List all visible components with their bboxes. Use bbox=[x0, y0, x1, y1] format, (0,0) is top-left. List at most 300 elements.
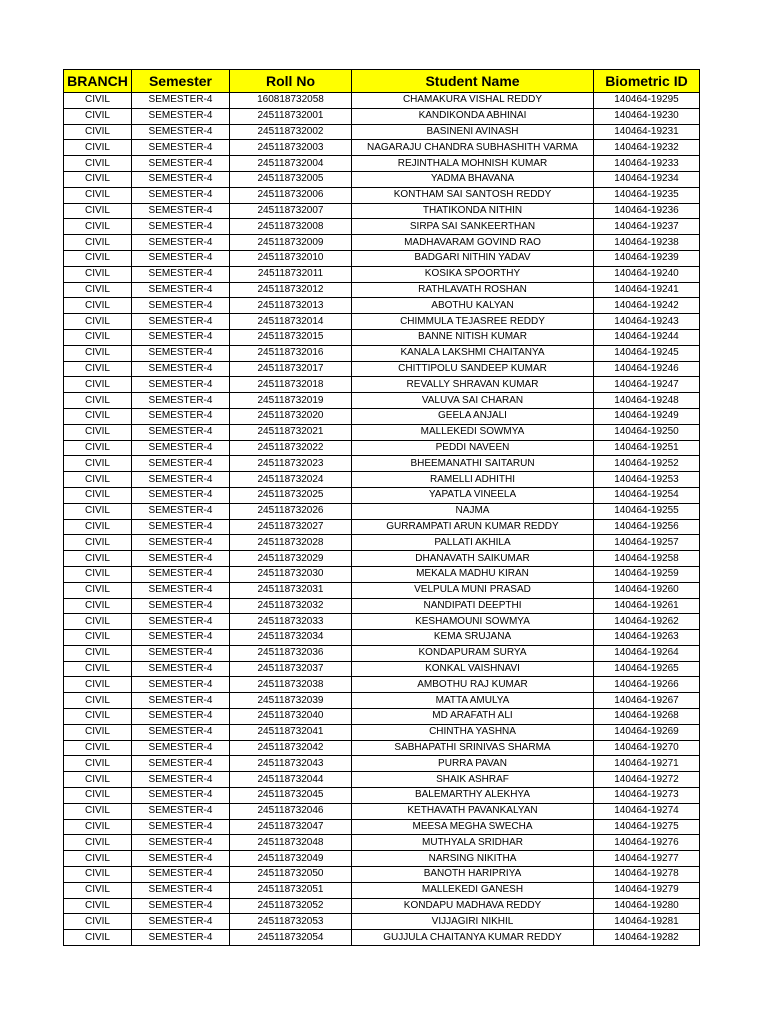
table-row bbox=[64, 472, 700, 488]
cell-roll-no: 245118732009 bbox=[230, 235, 352, 251]
cell-biometric-id: 140464-19234 bbox=[594, 171, 700, 187]
cell-branch: CIVIL bbox=[64, 472, 132, 488]
cell-semester: SEMESTER-4 bbox=[132, 819, 230, 835]
cell-student-name: KETHAVATH PAVANKALYAN bbox=[352, 803, 594, 819]
table-row bbox=[64, 219, 700, 235]
cell-biometric-id: 140464-19242 bbox=[594, 298, 700, 314]
cell-roll-no: 245118732050 bbox=[230, 867, 352, 883]
cell-roll-no: 245118732029 bbox=[230, 551, 352, 567]
table-row bbox=[64, 914, 700, 930]
cell-student-name: MATTA AMULYA bbox=[352, 693, 594, 709]
cell-biometric-id: 140464-19273 bbox=[594, 788, 700, 804]
cell-biometric-id: 140464-19279 bbox=[594, 882, 700, 898]
cell-branch: CIVIL bbox=[64, 772, 132, 788]
cell-student-name: KANALA LAKSHMI CHAITANYA bbox=[352, 345, 594, 361]
cell-semester: SEMESTER-4 bbox=[132, 345, 230, 361]
cell-branch: CIVIL bbox=[64, 440, 132, 456]
cell-branch: CIVIL bbox=[64, 93, 132, 109]
cell-roll-no: 245118732048 bbox=[230, 835, 352, 851]
cell-roll-no: 245118732007 bbox=[230, 203, 352, 219]
table-row bbox=[64, 709, 700, 725]
table-row bbox=[64, 171, 700, 187]
table-row bbox=[64, 803, 700, 819]
cell-roll-no: 245118732049 bbox=[230, 851, 352, 867]
cell-roll-no: 245118732036 bbox=[230, 645, 352, 661]
cell-biometric-id: 140464-19261 bbox=[594, 598, 700, 614]
cell-branch: CIVIL bbox=[64, 566, 132, 582]
cell-semester: SEMESTER-4 bbox=[132, 930, 230, 946]
cell-semester: SEMESTER-4 bbox=[132, 298, 230, 314]
cell-biometric-id: 140464-19264 bbox=[594, 645, 700, 661]
table-row bbox=[64, 124, 700, 140]
cell-student-name: NARSING NIKITHA bbox=[352, 851, 594, 867]
table-row bbox=[64, 156, 700, 172]
cell-student-name: GEELA ANJALI bbox=[352, 408, 594, 424]
cell-roll-no: 245118732002 bbox=[230, 124, 352, 140]
cell-student-name: NANDIPATI DEEPTHI bbox=[352, 598, 594, 614]
table-row bbox=[64, 819, 700, 835]
cell-student-name: KONDAPU MADHAVA REDDY bbox=[352, 898, 594, 914]
cell-student-name: REVALLY SHRAVAN KUMAR bbox=[352, 377, 594, 393]
cell-biometric-id: 140464-19275 bbox=[594, 819, 700, 835]
cell-student-name: THATIKONDA NITHIN bbox=[352, 203, 594, 219]
cell-branch: CIVIL bbox=[64, 645, 132, 661]
cell-roll-no: 245118732033 bbox=[230, 614, 352, 630]
cell-student-name: VIJJAGIRI NIKHIL bbox=[352, 914, 594, 930]
cell-branch: CIVIL bbox=[64, 408, 132, 424]
table-row bbox=[64, 266, 700, 282]
table-row bbox=[64, 724, 700, 740]
table-row bbox=[64, 440, 700, 456]
cell-semester: SEMESTER-4 bbox=[132, 740, 230, 756]
cell-biometric-id: 140464-19256 bbox=[594, 519, 700, 535]
table-row bbox=[64, 835, 700, 851]
cell-student-name: MUTHYALA SRIDHAR bbox=[352, 835, 594, 851]
cell-biometric-id: 140464-19265 bbox=[594, 661, 700, 677]
cell-roll-no: 245118732005 bbox=[230, 171, 352, 187]
cell-branch: CIVIL bbox=[64, 756, 132, 772]
cell-branch: CIVIL bbox=[64, 819, 132, 835]
cell-semester: SEMESTER-4 bbox=[132, 551, 230, 567]
cell-student-name: ABOTHU KALYAN bbox=[352, 298, 594, 314]
cell-student-name: BASINENI AVINASH bbox=[352, 124, 594, 140]
table-row bbox=[64, 187, 700, 203]
cell-branch: CIVIL bbox=[64, 709, 132, 725]
cell-biometric-id: 140464-19257 bbox=[594, 535, 700, 551]
table-row bbox=[64, 503, 700, 519]
cell-biometric-id: 140464-19295 bbox=[594, 93, 700, 109]
cell-biometric-id: 140464-19262 bbox=[594, 614, 700, 630]
cell-semester: SEMESTER-4 bbox=[132, 535, 230, 551]
student-table bbox=[63, 69, 700, 946]
cell-biometric-id: 140464-19258 bbox=[594, 551, 700, 567]
cell-biometric-id: 140464-19233 bbox=[594, 156, 700, 172]
cell-roll-no: 245118732012 bbox=[230, 282, 352, 298]
table-row bbox=[64, 740, 700, 756]
cell-roll-no: 245118732022 bbox=[230, 440, 352, 456]
cell-branch: CIVIL bbox=[64, 361, 132, 377]
cell-student-name: KONDAPURAM SURYA bbox=[352, 645, 594, 661]
table-header bbox=[64, 70, 700, 93]
cell-semester: SEMESTER-4 bbox=[132, 788, 230, 804]
cell-semester: SEMESTER-4 bbox=[132, 693, 230, 709]
table-row bbox=[64, 756, 700, 772]
cell-roll-no: 245118732023 bbox=[230, 456, 352, 472]
cell-semester: SEMESTER-4 bbox=[132, 582, 230, 598]
cell-student-name: BADGARI NITHIN YADAV bbox=[352, 250, 594, 266]
cell-student-name: KESHAMOUNI SOWMYA bbox=[352, 614, 594, 630]
cell-roll-no: 245118732013 bbox=[230, 298, 352, 314]
cell-biometric-id: 140464-19254 bbox=[594, 487, 700, 503]
cell-roll-no: 245118732044 bbox=[230, 772, 352, 788]
cell-branch: CIVIL bbox=[64, 108, 132, 124]
cell-branch: CIVIL bbox=[64, 345, 132, 361]
cell-biometric-id: 140464-19281 bbox=[594, 914, 700, 930]
table-row bbox=[64, 298, 700, 314]
cell-branch: CIVIL bbox=[64, 377, 132, 393]
cell-branch: CIVIL bbox=[64, 314, 132, 330]
table-row bbox=[64, 582, 700, 598]
cell-student-name: REJINTHALA MOHNISH KUMAR bbox=[352, 156, 594, 172]
cell-branch: CIVIL bbox=[64, 551, 132, 567]
cell-branch: CIVIL bbox=[64, 124, 132, 140]
cell-branch: CIVIL bbox=[64, 882, 132, 898]
cell-semester: SEMESTER-4 bbox=[132, 614, 230, 630]
cell-branch: CIVIL bbox=[64, 693, 132, 709]
cell-biometric-id: 140464-19244 bbox=[594, 329, 700, 345]
cell-biometric-id: 140464-19270 bbox=[594, 740, 700, 756]
cell-roll-no: 245118732008 bbox=[230, 219, 352, 235]
cell-roll-no: 245118732051 bbox=[230, 882, 352, 898]
cell-biometric-id: 140464-19247 bbox=[594, 377, 700, 393]
cell-semester: SEMESTER-4 bbox=[132, 329, 230, 345]
cell-biometric-id: 140464-19267 bbox=[594, 693, 700, 709]
cell-semester: SEMESTER-4 bbox=[132, 472, 230, 488]
cell-branch: CIVIL bbox=[64, 487, 132, 503]
cell-biometric-id: 140464-19252 bbox=[594, 456, 700, 472]
cell-student-name: PEDDI NAVEEN bbox=[352, 440, 594, 456]
table-row bbox=[64, 598, 700, 614]
table-row bbox=[64, 235, 700, 251]
cell-roll-no: 245118732047 bbox=[230, 819, 352, 835]
cell-biometric-id: 140464-19241 bbox=[594, 282, 700, 298]
cell-student-name: SIRPA SAI SANKEERTHAN bbox=[352, 219, 594, 235]
cell-student-name: BANNE NITISH KUMAR bbox=[352, 329, 594, 345]
cell-branch: CIVIL bbox=[64, 598, 132, 614]
cell-branch: CIVIL bbox=[64, 867, 132, 883]
cell-biometric-id: 140464-19232 bbox=[594, 140, 700, 156]
cell-student-name: VELPULA MUNI PRASAD bbox=[352, 582, 594, 598]
table-row bbox=[64, 361, 700, 377]
cell-semester: SEMESTER-4 bbox=[132, 314, 230, 330]
cell-biometric-id: 140464-19243 bbox=[594, 314, 700, 330]
cell-roll-no: 245118732027 bbox=[230, 519, 352, 535]
cell-branch: CIVIL bbox=[64, 898, 132, 914]
cell-branch: CIVIL bbox=[64, 424, 132, 440]
table-row bbox=[64, 519, 700, 535]
cell-student-name: KANDIKONDA ABHINAI bbox=[352, 108, 594, 124]
cell-roll-no: 245118732039 bbox=[230, 693, 352, 709]
cell-biometric-id: 140464-19249 bbox=[594, 408, 700, 424]
cell-roll-no: 245118732040 bbox=[230, 709, 352, 725]
cell-semester: SEMESTER-4 bbox=[132, 250, 230, 266]
cell-biometric-id: 140464-19230 bbox=[594, 108, 700, 124]
cell-roll-no: 245118732032 bbox=[230, 598, 352, 614]
table-row bbox=[64, 630, 700, 646]
table-row bbox=[64, 772, 700, 788]
cell-biometric-id: 140464-19272 bbox=[594, 772, 700, 788]
cell-branch: CIVIL bbox=[64, 788, 132, 804]
cell-biometric-id: 140464-19268 bbox=[594, 709, 700, 725]
cell-semester: SEMESTER-4 bbox=[132, 772, 230, 788]
cell-student-name: RAMELLI ADHITHI bbox=[352, 472, 594, 488]
cell-student-name: SABHAPATHI SRINIVAS SHARMA bbox=[352, 740, 594, 756]
cell-roll-no: 245118732019 bbox=[230, 393, 352, 409]
cell-semester: SEMESTER-4 bbox=[132, 408, 230, 424]
cell-semester: SEMESTER-4 bbox=[132, 724, 230, 740]
cell-branch: CIVIL bbox=[64, 171, 132, 187]
cell-branch: CIVIL bbox=[64, 803, 132, 819]
cell-biometric-id: 140464-19231 bbox=[594, 124, 700, 140]
cell-roll-no: 245118732003 bbox=[230, 140, 352, 156]
cell-semester: SEMESTER-4 bbox=[132, 456, 230, 472]
cell-semester: SEMESTER-4 bbox=[132, 282, 230, 298]
cell-branch: CIVIL bbox=[64, 329, 132, 345]
table-row bbox=[64, 140, 700, 156]
cell-biometric-id: 140464-19246 bbox=[594, 361, 700, 377]
cell-semester: SEMESTER-4 bbox=[132, 156, 230, 172]
cell-semester: SEMESTER-4 bbox=[132, 645, 230, 661]
cell-roll-no: 245118732016 bbox=[230, 345, 352, 361]
cell-branch: CIVIL bbox=[64, 282, 132, 298]
cell-branch: CIVIL bbox=[64, 503, 132, 519]
cell-semester: SEMESTER-4 bbox=[132, 835, 230, 851]
cell-roll-no: 245118732037 bbox=[230, 661, 352, 677]
cell-semester: SEMESTER-4 bbox=[132, 756, 230, 772]
cell-roll-no: 245118732045 bbox=[230, 788, 352, 804]
cell-biometric-id: 140464-19239 bbox=[594, 250, 700, 266]
table-row bbox=[64, 345, 700, 361]
cell-biometric-id: 140464-19263 bbox=[594, 630, 700, 646]
cell-roll-no: 245118732026 bbox=[230, 503, 352, 519]
table-row bbox=[64, 424, 700, 440]
cell-branch: CIVIL bbox=[64, 740, 132, 756]
cell-biometric-id: 140464-19277 bbox=[594, 851, 700, 867]
cell-roll-no: 245118732028 bbox=[230, 535, 352, 551]
cell-branch: CIVIL bbox=[64, 724, 132, 740]
cell-semester: SEMESTER-4 bbox=[132, 882, 230, 898]
table-row bbox=[64, 535, 700, 551]
cell-branch: CIVIL bbox=[64, 519, 132, 535]
cell-semester: SEMESTER-4 bbox=[132, 709, 230, 725]
cell-student-name: KEMA SRUJANA bbox=[352, 630, 594, 646]
cell-semester: SEMESTER-4 bbox=[132, 219, 230, 235]
cell-branch: CIVIL bbox=[64, 582, 132, 598]
table-row bbox=[64, 851, 700, 867]
cell-roll-no: 245118732017 bbox=[230, 361, 352, 377]
cell-branch: CIVIL bbox=[64, 661, 132, 677]
cell-semester: SEMESTER-4 bbox=[132, 393, 230, 409]
cell-roll-no: 245118732052 bbox=[230, 898, 352, 914]
cell-biometric-id: 140464-19250 bbox=[594, 424, 700, 440]
cell-biometric-id: 140464-19237 bbox=[594, 219, 700, 235]
cell-branch: CIVIL bbox=[64, 614, 132, 630]
cell-roll-no: 245118732025 bbox=[230, 487, 352, 503]
cell-roll-no: 245118732018 bbox=[230, 377, 352, 393]
cell-semester: SEMESTER-4 bbox=[132, 187, 230, 203]
table-row bbox=[64, 898, 700, 914]
cell-branch: CIVIL bbox=[64, 393, 132, 409]
table-row bbox=[64, 108, 700, 124]
cell-student-name: YADMA BHAVANA bbox=[352, 171, 594, 187]
cell-student-name: DHANAVATH SAIKUMAR bbox=[352, 551, 594, 567]
cell-semester: SEMESTER-4 bbox=[132, 424, 230, 440]
cell-biometric-id: 140464-19240 bbox=[594, 266, 700, 282]
cell-biometric-id: 140464-19238 bbox=[594, 235, 700, 251]
cell-semester: SEMESTER-4 bbox=[132, 851, 230, 867]
cell-student-name: SHAIK ASHRAF bbox=[352, 772, 594, 788]
cell-branch: CIVIL bbox=[64, 266, 132, 282]
cell-branch: CIVIL bbox=[64, 835, 132, 851]
cell-student-name: KONKAL VAISHNAVI bbox=[352, 661, 594, 677]
cell-semester: SEMESTER-4 bbox=[132, 677, 230, 693]
table-row bbox=[64, 377, 700, 393]
cell-semester: SEMESTER-4 bbox=[132, 867, 230, 883]
cell-branch: CIVIL bbox=[64, 298, 132, 314]
cell-roll-no: 245118732006 bbox=[230, 187, 352, 203]
cell-semester: SEMESTER-4 bbox=[132, 566, 230, 582]
cell-branch: CIVIL bbox=[64, 250, 132, 266]
student-sheet bbox=[63, 69, 700, 946]
table-row bbox=[64, 408, 700, 424]
cell-semester: SEMESTER-4 bbox=[132, 661, 230, 677]
cell-biometric-id: 140464-19251 bbox=[594, 440, 700, 456]
cell-semester: SEMESTER-4 bbox=[132, 598, 230, 614]
cell-student-name: CHITTIPOLU SANDEEP KUMAR bbox=[352, 361, 594, 377]
cell-semester: SEMESTER-4 bbox=[132, 124, 230, 140]
cell-biometric-id: 140464-19271 bbox=[594, 756, 700, 772]
cell-semester: SEMESTER-4 bbox=[132, 440, 230, 456]
cell-branch: CIVIL bbox=[64, 235, 132, 251]
header-roll-no: Roll No bbox=[230, 70, 352, 93]
cell-roll-no: 245118732010 bbox=[230, 250, 352, 266]
cell-student-name: BALEMARTHY ALEKHYA bbox=[352, 788, 594, 804]
cell-biometric-id: 140464-19248 bbox=[594, 393, 700, 409]
table-row bbox=[64, 882, 700, 898]
cell-student-name: MEKALA MADHU KIRAN bbox=[352, 566, 594, 582]
cell-biometric-id: 140464-19274 bbox=[594, 803, 700, 819]
table-row bbox=[64, 329, 700, 345]
cell-semester: SEMESTER-4 bbox=[132, 898, 230, 914]
cell-biometric-id: 140464-19235 bbox=[594, 187, 700, 203]
table-row bbox=[64, 393, 700, 409]
cell-biometric-id: 140464-19276 bbox=[594, 835, 700, 851]
cell-semester: SEMESTER-4 bbox=[132, 630, 230, 646]
cell-semester: SEMESTER-4 bbox=[132, 803, 230, 819]
cell-roll-no: 245118732015 bbox=[230, 329, 352, 345]
cell-roll-no: 245118732031 bbox=[230, 582, 352, 598]
cell-student-name: MADHAVARAM GOVIND RAO bbox=[352, 235, 594, 251]
header-row bbox=[64, 70, 700, 93]
cell-semester: SEMESTER-4 bbox=[132, 487, 230, 503]
table-row bbox=[64, 487, 700, 503]
cell-student-name: KOSIKA SPOORTHY bbox=[352, 266, 594, 282]
table-body bbox=[64, 93, 700, 946]
table-row bbox=[64, 314, 700, 330]
cell-biometric-id: 140464-19236 bbox=[594, 203, 700, 219]
header-biometric-id: Biometric ID bbox=[594, 70, 700, 93]
cell-biometric-id: 140464-19260 bbox=[594, 582, 700, 598]
cell-semester: SEMESTER-4 bbox=[132, 361, 230, 377]
table-row bbox=[64, 693, 700, 709]
cell-branch: CIVIL bbox=[64, 677, 132, 693]
table-row bbox=[64, 456, 700, 472]
cell-branch: CIVIL bbox=[64, 535, 132, 551]
cell-semester: SEMESTER-4 bbox=[132, 266, 230, 282]
table-row bbox=[64, 661, 700, 677]
table-row bbox=[64, 788, 700, 804]
cell-branch: CIVIL bbox=[64, 156, 132, 172]
table-row bbox=[64, 677, 700, 693]
cell-branch: CIVIL bbox=[64, 851, 132, 867]
table-row bbox=[64, 867, 700, 883]
cell-roll-no: 245118732034 bbox=[230, 630, 352, 646]
table-row bbox=[64, 614, 700, 630]
header-student-name: Student Name bbox=[352, 70, 594, 93]
cell-branch: CIVIL bbox=[64, 914, 132, 930]
cell-semester: SEMESTER-4 bbox=[132, 108, 230, 124]
cell-roll-no: 245118732053 bbox=[230, 914, 352, 930]
cell-branch: CIVIL bbox=[64, 140, 132, 156]
cell-biometric-id: 140464-19259 bbox=[594, 566, 700, 582]
cell-branch: CIVIL bbox=[64, 456, 132, 472]
cell-roll-no: 245118732020 bbox=[230, 408, 352, 424]
cell-biometric-id: 140464-19282 bbox=[594, 930, 700, 946]
cell-student-name: CHINTHA YASHNA bbox=[352, 724, 594, 740]
cell-roll-no: 160818732058 bbox=[230, 93, 352, 109]
cell-student-name: PURRA PAVAN bbox=[352, 756, 594, 772]
cell-biometric-id: 140464-19245 bbox=[594, 345, 700, 361]
table-row bbox=[64, 551, 700, 567]
cell-student-name: GURRAMPATI ARUN KUMAR REDDY bbox=[352, 519, 594, 535]
cell-student-name: NAGARAJU CHANDRA SUBHASHITH VARMA bbox=[352, 140, 594, 156]
cell-student-name: BHEEMANATHI SAITARUN bbox=[352, 456, 594, 472]
cell-student-name: YAPATLA VINEELA bbox=[352, 487, 594, 503]
cell-student-name: MALLEKEDI GANESH bbox=[352, 882, 594, 898]
table-row bbox=[64, 250, 700, 266]
cell-biometric-id: 140464-19280 bbox=[594, 898, 700, 914]
cell-roll-no: 245118732042 bbox=[230, 740, 352, 756]
cell-semester: SEMESTER-4 bbox=[132, 171, 230, 187]
cell-student-name: BANOTH HARIPRIYA bbox=[352, 867, 594, 883]
cell-student-name: AMBOTHU RAJ KUMAR bbox=[352, 677, 594, 693]
cell-student-name: MEESA MEGHA SWECHA bbox=[352, 819, 594, 835]
table-row bbox=[64, 282, 700, 298]
cell-student-name: CHIMMULA TEJASREE REDDY bbox=[352, 314, 594, 330]
cell-branch: CIVIL bbox=[64, 930, 132, 946]
cell-biometric-id: 140464-19278 bbox=[594, 867, 700, 883]
cell-roll-no: 245118732030 bbox=[230, 566, 352, 582]
table-row bbox=[64, 930, 700, 946]
cell-roll-no: 245118732046 bbox=[230, 803, 352, 819]
cell-student-name: MD ARAFATH ALI bbox=[352, 709, 594, 725]
cell-semester: SEMESTER-4 bbox=[132, 503, 230, 519]
cell-roll-no: 245118732021 bbox=[230, 424, 352, 440]
cell-branch: CIVIL bbox=[64, 219, 132, 235]
cell-student-name: VALUVA SAI CHARAN bbox=[352, 393, 594, 409]
table-row bbox=[64, 566, 700, 582]
cell-roll-no: 245118732014 bbox=[230, 314, 352, 330]
